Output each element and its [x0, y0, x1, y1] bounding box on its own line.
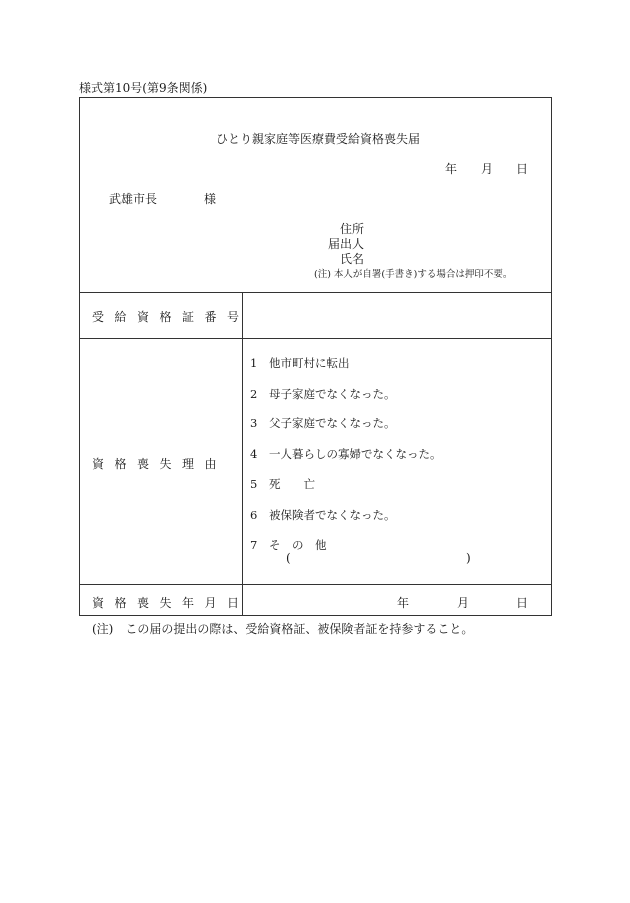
column-divider	[242, 292, 243, 616]
reason-item	[250, 476, 315, 492]
reason-text: 死 亡	[268, 477, 315, 491]
reason-number: 5	[250, 477, 258, 491]
reason-text: 父子家庭でなくなった。	[268, 416, 396, 430]
reason-item	[250, 355, 349, 371]
reason-number: 7	[250, 538, 258, 552]
reason-number: 3	[250, 416, 258, 430]
loss-date-day: 日	[516, 596, 529, 610]
seal-note: (注) 本人が自署(手書き)する場合は押印不要。	[314, 269, 513, 280]
row-divider-2	[79, 338, 552, 339]
form-number: 様式第10号(第9条関係)	[79, 81, 208, 95]
date-year-label: 年	[445, 162, 458, 176]
reason-text: 母子家庭でなくなった。	[268, 387, 396, 401]
loss-date-year: 年	[397, 596, 410, 610]
certificate-number-label: 受給資格証番号	[92, 310, 250, 324]
reason-item	[250, 415, 395, 431]
reason-number: 2	[250, 387, 258, 401]
reason-number: 6	[250, 508, 258, 522]
reason-item	[250, 386, 395, 402]
row-divider-3	[79, 584, 552, 585]
reason-number: 1	[250, 356, 258, 370]
name-label: 氏名	[340, 252, 365, 266]
other-close-paren: )	[466, 551, 471, 565]
addressee-honorific: 様	[204, 192, 217, 206]
date-month-label: 月	[481, 162, 494, 176]
footer-note: (注) この届の提出の際は、受給資格証、被保険者証を持参すること。	[92, 622, 474, 636]
addressee-name: 武雄市長	[109, 192, 158, 206]
reason-text: そ の 他	[268, 538, 327, 552]
other-open-paren: (	[286, 551, 291, 565]
reason-text: 被保険者でなくなった。	[268, 508, 396, 522]
reason-number: 4	[250, 447, 258, 461]
loss-date-month: 月	[457, 596, 470, 610]
applicant-label: 届出人	[328, 237, 365, 251]
reason-item	[250, 507, 395, 523]
address-label: 住所	[340, 222, 365, 236]
other-reason-field[interactable]	[298, 550, 464, 566]
reason-text: 他市町村に転出	[268, 356, 350, 370]
reason-text: 一人暮らしの寡婦でなくなった。	[268, 447, 442, 461]
loss-date-label: 資格喪失年月日	[92, 596, 250, 610]
date-day-label: 日	[516, 162, 529, 176]
reason-item	[250, 446, 441, 462]
certificate-number-value[interactable]	[243, 293, 551, 338]
form-heading: ひとり親家庭等医療費受給資格喪失届	[216, 132, 421, 146]
reason-label: 資格喪失理由	[92, 457, 228, 471]
